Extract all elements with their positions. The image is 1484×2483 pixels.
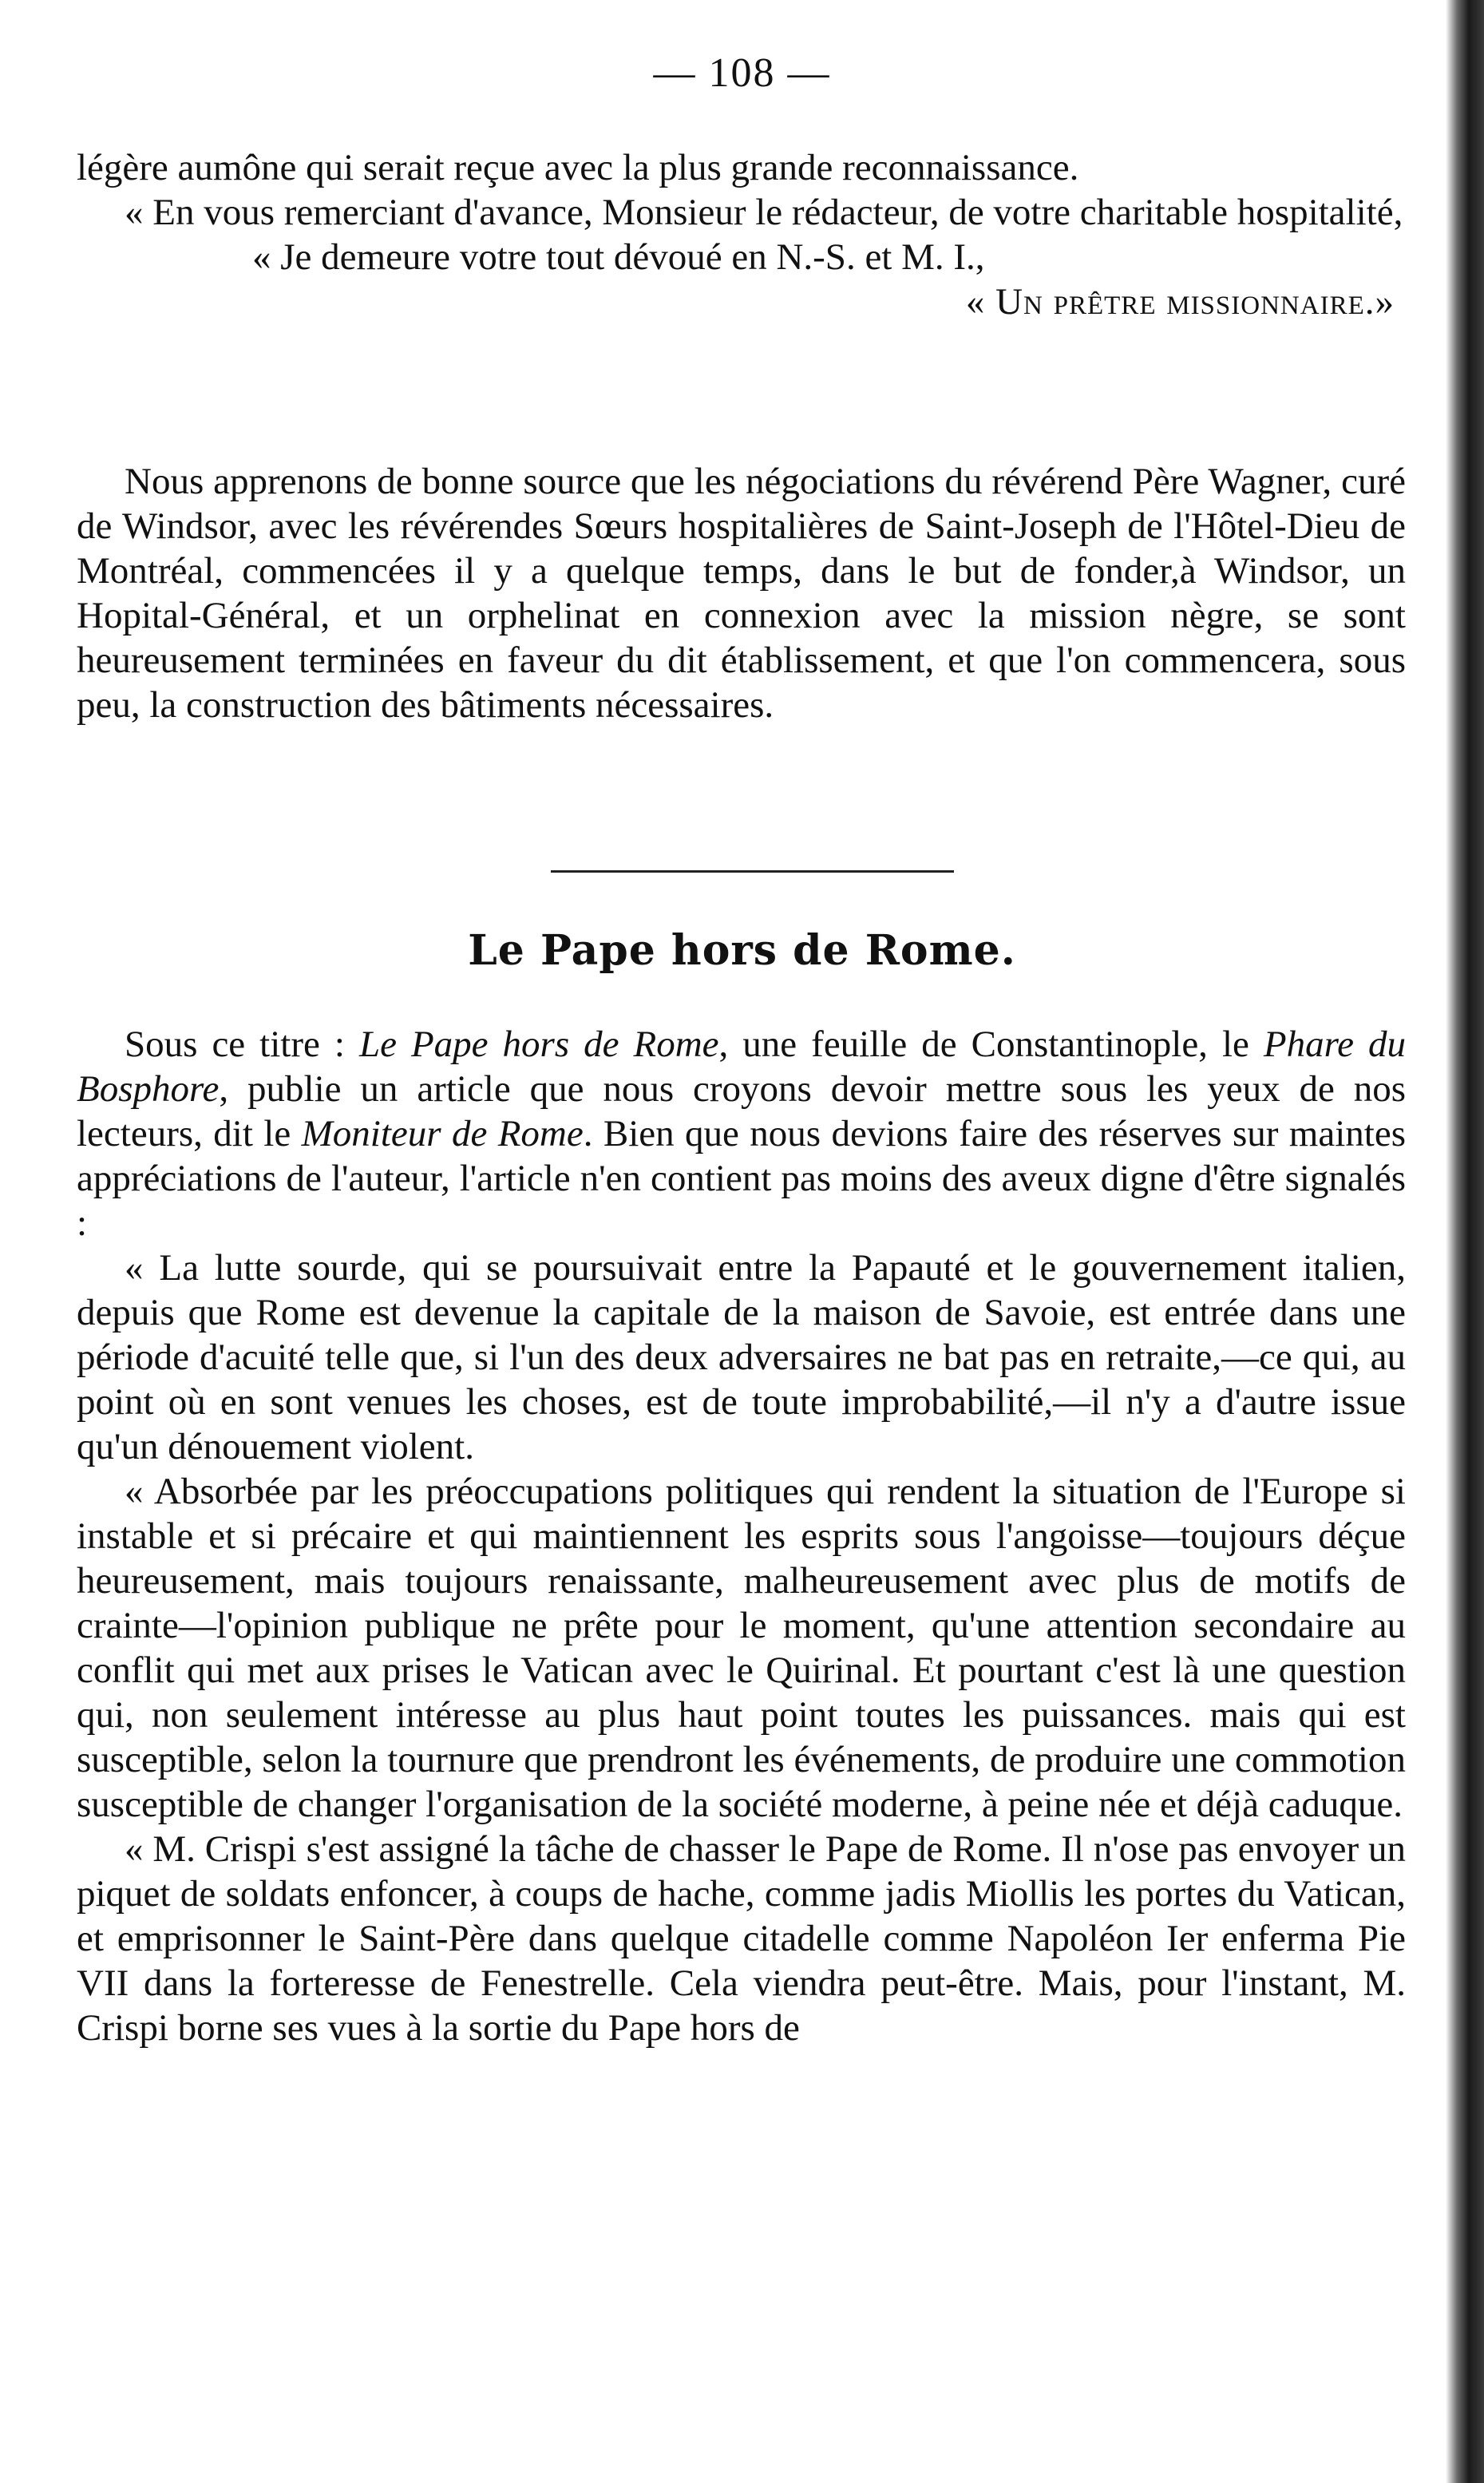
intro-phare-italic: Phare du Bosphore [77,1024,1407,1110]
intro-text-d: . Bien que nous devions faire des réserves sur maintes appréciations de l'auteur, l'article n'en contient pas moins des aveux digne d'être signalés : [77,1113,1406,1244]
section-divider [551,870,954,873]
article-paragraph-3: « M. Crispi s'est assigné la tâche de chasser le Pape de Rome. Il n'ose pas envoyer un piquet de soldats enfoncer, à coups de hache, comme jadis Miollis les portes du Vatican, et emprisonner le Saint-Père dans quelque citadelle comme Napoléon Ier enferma Pie VII dans la forteresse de Fenestrelle. Cela viendra peut-être. Mais, pour l'instant, M. Crispi borne ses vues à la sortie du Pape hors de [77,1828,1406,2049]
article-body [77,1022,1406,2050]
news-paragraph: Nous apprenons de bonne source que les négociations du révérend Père Wagner, curé de Windsor, avec les révérendes Sœurs hospitalières de Saint-Joseph de l'Hôtel-Dieu de Montréal, commencées il y a quelque temps, dans le but de fonder,à Windsor, un Hopital-Général, et un orphelinat en connexion avec la mission nègre, se sont heureusement terminées en faveur du dit établissement, et que l'on commencera, sous peu, la construction des bâtiments nécessaires. [77,461,1406,726]
article-title: Le Pape hors de Rome. [468,926,1016,975]
intro-text-b: , une feuille de Constantinople, le [718,1024,1264,1065]
intro-moniteur-italic: Moniteur de Rome [301,1113,584,1154]
intro-text-c: , publie un article que nous croyons devoir mettre sous les yeux de nos lecteurs, dit le [77,1068,1406,1154]
article-intro [77,1022,1406,1245]
news-item [77,459,1406,727]
article-paragraph-1: « La lutte sourde, qui se poursuivait entre la Papauté et le gouvernement italien, depuis que Rome est devenue la capitale de la maison de Savoie, est entrée dans une période d'acuité telle que, si l'un des deux adversaires ne bat pas en retraite,—ce qui, au point où en sont venues les choses, est de toute improbabilité,—il n'y a d'autre issue qu'un dénouement violent. [77,1247,1406,1467]
letter-line-1: légère aumône qui serait reçue avec la plus grande reconnaissance. [77,147,1079,188]
letter-signature: « Un prêtre missionnaire.» [965,281,1395,323]
article-paragraph-2: « Absorbée par les préoccupations politiques qui rendent la situation de l'Europe si instable et si précaire et qui maintiennent les esprits sous l'angoisse—toujours déçue heureusement, mais toujours renaissante, malheureusement avec plus de motifs de crainte—l'opinion publique ne prête pour le moment, qu'une attention secondaire au conflit qui met aux prises le Vatican avec le Quirinal. Et pourtant c'est là une question qui, non seulement intéresse au plus haut point toutes les puissances. mais qui est susceptible, selon la tournure que prendront les événements, de produire une commotion susceptible de changer l'organisation de la société moderne, à peine née et déjà caduque. [77,1471,1406,1825]
letter-line-2: « En vous remerciant d'avance, Monsieur le rédacteur, de votre charitable hospitalité, [125,192,1403,233]
page-number: — 108 — [653,50,831,96]
letter-line-3: « Je demeure votre tout dévoué en N.-S. et M. I., [252,236,985,278]
letter-closing [77,145,1406,324]
intro-text-a: Sous ce titre : [125,1024,359,1065]
page-edge-shadow [1446,0,1484,2483]
intro-title-italic: Le Pape hors de Rome [358,1024,719,1065]
